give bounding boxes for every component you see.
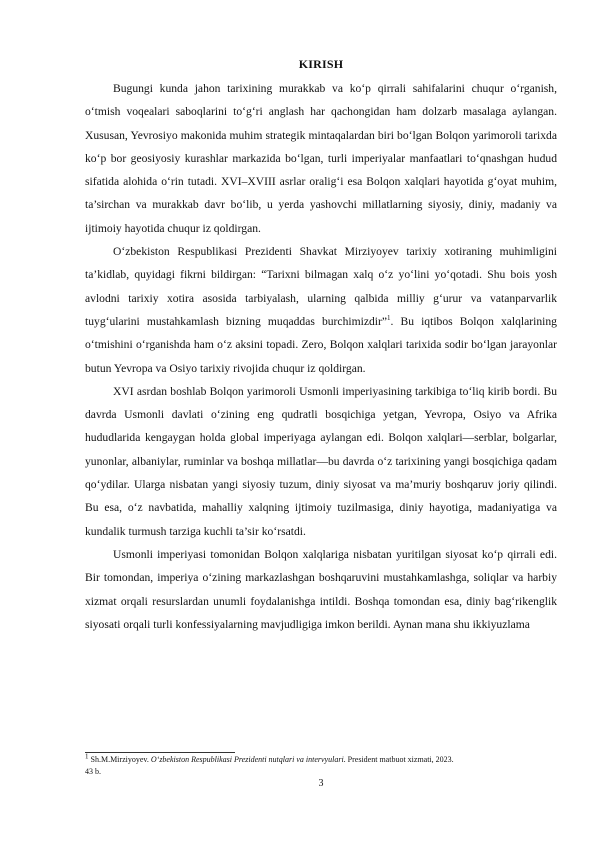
footnote-pages: 43 b.	[85, 767, 101, 776]
footnote-separator	[85, 752, 235, 753]
paragraph-3: XVI asrdan boshlab Bolqon yarimoroli Usmonli imperiyasining tarkibiga to‘liq kirib bordi. Bu davrda Usmonli davlati o‘zining eng qudratli bosqichiga yetgan, Yevropa, Osiyo va Afrika hududlarida kengaygan holda global imperiyaga aylangan edi. Bolqon xalqlari—serblar, bolgarlar, yunonlar, albaniylar, ruminlar va boshqa millatlar—bu davrda o‘z tarixining yangi bosqichiga qadam qo‘ydilar. Ularga nisbatan yangi siyosiy tuzum, diniy siyosat va ma’muriy boshqaruv joriy qilindi. Bu esa, o‘z navbatida, mahalliy xalqning ijtimoiy tuzilmasiga, diniy hayotiga, madaniyatiga va kundalik turmush tarziga kuchli ta’sir ko‘rsatdi.	[85, 384, 557, 538]
footnote-publisher: . President matbuot xizmati, 2023.	[343, 755, 454, 764]
body-text	[85, 77, 557, 636]
section-heading: KIRISH	[298, 57, 344, 71]
footnote-author: Sh.M.Mirziyoyev.	[90, 755, 149, 764]
page-number: 3	[318, 778, 324, 789]
footnote-title: O‘zbekiston Respublikasi Prezidenti nutqlari va intervyulari	[150, 755, 344, 764]
paragraph-2-text-before: O‘zbekiston Respublikasi Prezidenti Shavkat Mirziyoyev tarixiy xotiraning muhimligini ta’kidlab, quyidagi fikrni bildirgan: “Tarixni bilmagan xalq o‘z yo‘lini yo‘qotadi. Shu bois yosh avlodni tarixiy xotira asosida tarbiyalash, ularning qalbida milliy g‘urur va vatanparvarlik tuyg‘ularini mustahkamlash bizning muqaddas burchimizdir”	[85, 245, 557, 328]
paragraph-1: Bugungi kunda jahon tarixining murakkab va ko‘p qirrali sahifalarini chuqur o‘rganish, o‘tmish voqealari saboqlarini to‘g‘ri anglash har qachongidan ham dolzarb masalaga aylangan. Xususan, Yevrosiyo makonida muhim strategik mintaqalardan biri bo‘lgan Bolqon yarimoroli tarixda ko‘p bor geosiyosiy kurashlar markazida bo‘lgan, turli imperiyalar manfaatlari to‘qnashgan hudud sifatida alohida o‘rin tutadi. XVI–XVIII asrlar oralig‘i esa Bolqon xalqlari hayotida g‘oyat muhim, ta’sirchan va murakkab davr bo‘lib, u yerda yashovchi millatlarning siyosiy, diniy, madaniy va ijtimoiy hayotida chuqur iz qoldirgan.	[85, 82, 557, 235]
footnote	[85, 754, 557, 778]
paragraph-2-text-after: . Bu iqtibos Bolqon xalqlarining o‘tmishini o‘rganishda ham o‘z aksini topadi. Zero, Bolqon xalqlari tarixida sodir bo‘lgan jarayonlar butun Yevropa va Osiyo tarixiy rivojida chuqur iz qoldirgan.	[85, 314, 557, 375]
footnote-reference[interactable]: 1	[387, 314, 391, 323]
paragraph-4: Usmonli imperiyasi tomonidan Bolqon xalqlariga nisbatan yuritilgan siyosat ko‘p qirrali edi. Bir tomondan, imperiya o‘zining markazlashgan boshqaruvini mustahkamlashga, soliqlar va harbiy xizmat orqali resurslardan unumli foydalanishga intildi. Boshqa tomondan esa, diniy bag‘rikenglik siyosati orqali turli konfessiyalarning mavjudligiga imkon berildi. Aynan mana shu ikkiyuzlama	[85, 547, 557, 631]
footnote-number: 1	[85, 752, 89, 761]
paragraph-2	[85, 240, 557, 380]
